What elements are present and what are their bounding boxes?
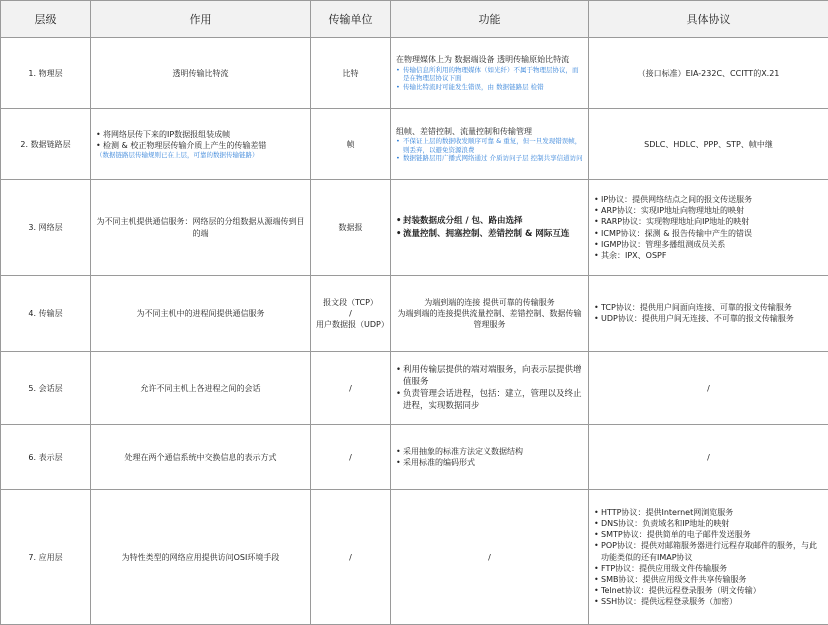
- protocols-cell: /: [589, 352, 828, 425]
- function-cell: [391, 109, 589, 180]
- protocol-list: [594, 194, 823, 261]
- header-role: 作用: [91, 1, 311, 38]
- function-note: • 数据链路层用广播式网络通过 介质访问子层 控制共享信道访问: [396, 154, 583, 163]
- function-cell: /: [391, 490, 589, 625]
- table-row: [1, 109, 828, 180]
- protocol-item: • FTP协议：提供应用级文件传输服务: [594, 563, 823, 574]
- function-note: • 传输信息所利用的物理媒体（如光纤）不属于物理层协议，而是在物理层协议下面: [396, 66, 583, 84]
- header-layer: 层级: [1, 1, 91, 38]
- function-list: [396, 215, 583, 240]
- protocols-cell: [589, 275, 828, 351]
- function-item: • 封装数据成分组 / 包、路由选择: [396, 215, 583, 227]
- header-unit: 传输单位: [311, 1, 391, 38]
- layer-cell: 1. 物理层: [1, 38, 91, 109]
- function-notes: [396, 137, 583, 163]
- function-item: • 利用传输层提供的端对端服务，向表示层提供增值服务: [396, 364, 583, 389]
- role-item: • 检测 & 校正物理层传输介质上产生的传输差错: [96, 140, 305, 151]
- table-row: [1, 38, 828, 109]
- function-list: [396, 364, 583, 413]
- table-row: [1, 425, 828, 490]
- role-cell: 允许不同主机上各进程之间的会话: [91, 352, 311, 425]
- role-cell: [91, 109, 311, 180]
- unit-cell: 数据报: [311, 180, 391, 275]
- protocol-item: • 其余：IPX、OSPF: [594, 250, 823, 261]
- function-notes: [396, 66, 583, 92]
- protocol-item: • SMB协议：提供应用级文件共享传输服务: [594, 574, 823, 585]
- table-row: [1, 180, 828, 275]
- function-item: • 采用标准的编码形式: [396, 457, 583, 468]
- role-list: [96, 129, 305, 151]
- protocols-cell: /: [589, 425, 828, 490]
- unit-line: 用户数据报（UDP）: [316, 320, 389, 329]
- protocol-item: • IP协议：提供网络结点之间的报文传送服务: [594, 194, 823, 205]
- role-cell: 处理在两个通信系统中交换信息的表示方式: [91, 425, 311, 490]
- table-row: [1, 352, 828, 425]
- protocol-item: • DNS协议：负责域名和IP地址的映射: [594, 518, 823, 529]
- unit-cell: /: [311, 490, 391, 625]
- header-row: [1, 1, 828, 38]
- layer-cell: 6. 表示层: [1, 425, 91, 490]
- table-row: [1, 490, 828, 625]
- protocol-item: • UDP协议：提供用户间无连接、不可靠的报文传输服务: [594, 313, 823, 324]
- protocol-item: • ARP协议：实现IP地址向物理地址的映射: [594, 205, 823, 216]
- function-item: • 采用抽象的标准方法定义数据结构: [396, 446, 583, 457]
- function-main: 组帧、差错控制、流量控制和传输管理: [396, 126, 532, 136]
- protocol-item: • IGMP协议：管理多播组测成员关系: [594, 239, 823, 250]
- layer-cell: 4. 传输层: [1, 275, 91, 351]
- table-row: [1, 275, 828, 351]
- function-note: • 传输比特流时可能发生错误，由 数据链路层 检错: [396, 83, 583, 92]
- unit-line: /: [349, 308, 352, 318]
- function-item: • 流量控制、拥塞控制、差错控制 & 网际互连: [396, 228, 583, 240]
- protocol-item: • RARP协议：实现物理地址向IP地址的映射: [594, 216, 823, 227]
- header-protocols: 具体协议: [589, 1, 828, 38]
- protocols-cell: （接口标准）EIA-232C、CCITT的X.21: [589, 38, 828, 109]
- function-cell: [391, 180, 589, 275]
- unit-cell: /: [311, 425, 391, 490]
- unit-cell: 帧: [311, 109, 391, 180]
- role-cell: 为不同主机中的进程间提供通信服务: [91, 275, 311, 351]
- layer-cell: 3. 网络层: [1, 180, 91, 275]
- unit-cell: 比特: [311, 38, 391, 109]
- unit-cell: /: [311, 352, 391, 425]
- role-cell: 为特性类型的网络应用提供访问OSI环境手段: [91, 490, 311, 625]
- protocol-item: • Telnet协议：提供远程登录服务（明文传输）: [594, 585, 823, 596]
- function-note: • 不保证上层的数据收发顺序可靠 & 重复，但一旦发现错误帧，则丢弃，以避免资源浪费: [396, 137, 583, 155]
- layer-cell: 2. 数据链路层: [1, 109, 91, 180]
- unit-line: 报文段（TCP）: [323, 297, 378, 307]
- function-cell: [391, 425, 589, 490]
- role-note: （数据链路层传输规则已在上层，可靠的数据传输链路）: [96, 151, 259, 160]
- protocol-item: • TCP协议：提供用户间面向连接、可靠的报文传输服务: [594, 302, 823, 313]
- protocols-cell: SDLC、HDLC、PPP、STP、帧中继: [589, 109, 828, 180]
- protocol-item: • POP协议：提供对邮箱服务器进行远程存取邮件的服务，与此功能类似的还有IMAP协议: [594, 540, 823, 562]
- role-item: • 将网络层传下来的IP数据报组装成帧: [96, 129, 305, 140]
- layer-cell: 5. 会话层: [1, 352, 91, 425]
- protocols-cell: [589, 180, 828, 275]
- protocol-item: • SMTP协议：提供简单的电子邮件发送服务: [594, 529, 823, 540]
- function-main: 在物理媒体上为 数据端设备 透明传输原始比特流: [396, 55, 570, 65]
- protocol-list: [594, 302, 823, 324]
- function-cell: [391, 38, 589, 109]
- function-cell: [391, 352, 589, 425]
- unit-cell: [311, 275, 391, 351]
- header-function: 功能: [391, 1, 589, 38]
- role-cell: 透明传输比特流: [91, 38, 311, 109]
- protocol-item: • SSH协议：提供远程登录服务（加密）: [594, 596, 823, 607]
- layer-cell: 7. 应用层: [1, 490, 91, 625]
- function-cell: 为端到端的连接 提供可靠的传输服务 为端到端的连接提供流量控制、差错控制、数据传输管理服务: [391, 275, 589, 351]
- function-list: [396, 446, 583, 468]
- function-item: • 负责管理会话进程，包括：建立，管理以及终止进程，实现数据同步: [396, 388, 583, 413]
- protocols-cell: [589, 490, 828, 625]
- protocol-list: [594, 507, 823, 608]
- role-cell: 为不同主机提供通信服务：网络层的分组数据从源端传到目的端: [91, 180, 311, 275]
- protocol-item: • ICMP协议：探测 & 报告传输中产生的错误: [594, 228, 823, 239]
- protocol-item: • HTTP协议：提供Internet网浏览服务: [594, 507, 823, 518]
